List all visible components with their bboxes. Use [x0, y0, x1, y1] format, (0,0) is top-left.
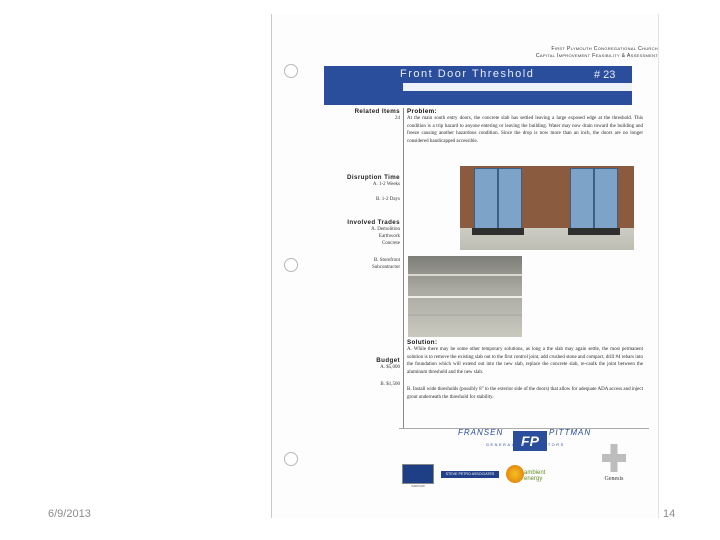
column-divider	[403, 108, 404, 428]
genesis-text: Genesis	[604, 476, 624, 482]
fp-logo: FP	[513, 431, 547, 451]
involved-trades-label: Involved Trades	[347, 219, 400, 226]
threshold-closeup-photo	[408, 256, 522, 337]
solution-text-b: B. Install wide thresholds (possibly 8" to the exterior side of the doors) that allow for adequate ADA access and inject grout underneath the threshold for stability.	[407, 387, 643, 400]
trades-a3: Concrete	[381, 241, 400, 246]
budget-b: B. $1,500	[380, 382, 400, 387]
fransen-wordmark: FRANSEN	[458, 428, 504, 437]
sun-icon	[506, 465, 524, 483]
budget-a: A. $5,000	[380, 365, 400, 370]
slide-date: 6/9/2013	[48, 508, 91, 520]
disruption-time-label: Disruption Time	[347, 174, 400, 181]
problem-heading: Problem:	[407, 108, 438, 115]
steve-petro-logo: STEVE PETRO ASSOCIATES	[441, 471, 499, 478]
trades-b1: B. Storefront	[373, 258, 400, 263]
solution-heading: Solution:	[407, 339, 438, 346]
solution-text-a: A. While there may be some other temporary solutions, as long a the slab may again settle, the most permanent solution is to remove the existing slab out to the first control joint, add crushed stone and compact, drill #4 rebars into the foundation which will extend out into the new slab, replace the concrete slab, re-caulk the joint between the aluminum threshold and the new slab.	[407, 347, 643, 375]
genesis-logo	[598, 444, 630, 490]
logo-divider	[399, 428, 649, 429]
genesis-mark-icon	[602, 444, 626, 472]
doc-header-line1: First Plymouth Congregational Church	[551, 46, 658, 52]
disruption-b: B. 1-2 Days	[375, 197, 400, 202]
general-contractors-text: GENERAL CONTRACTORS	[486, 443, 565, 447]
trades-b2: Subcontractor	[371, 265, 400, 270]
disruption-a: A. 1-2 Weeks	[372, 182, 400, 187]
entry-doors-photo	[460, 166, 634, 250]
sarchw-logo	[402, 464, 434, 488]
ambient-energy-text: ambient energy	[524, 470, 546, 482]
sarchw-text: SARCHW	[411, 484, 425, 488]
problem-text: At the main south entry doors, the concrete slab has settled leaving a large exposed edge at the threshold. This condition is a trip hazard to anyone entering or leaving the building. Water may now drain toward the building and freeze causing another hazardous condition. Since the drop is now more than an inch, the doors are no longer considered handicapped accessible.	[407, 116, 643, 144]
related-items-value: 24	[395, 116, 400, 121]
trades-a2: Earthwork	[378, 234, 400, 239]
binder-hole	[284, 64, 298, 78]
pittman-wordmark: PITTMAN	[549, 428, 592, 437]
trades-a1: A. Demolition	[371, 227, 400, 232]
ambient-energy-logo	[504, 462, 564, 488]
scanned-document-page	[271, 14, 659, 518]
binder-hole	[284, 452, 298, 466]
budget-label: Budget	[376, 357, 400, 364]
doc-header-line2: Capital Improvement Feasibility & Assessment	[535, 53, 658, 59]
banner-strip	[403, 83, 632, 91]
binder-hole	[284, 258, 298, 272]
slide-page-number: 14	[663, 508, 676, 520]
banner-title: Front Door Threshold	[400, 68, 535, 80]
related-items-label: Related Items	[354, 108, 400, 115]
banner-number: # 23	[594, 69, 616, 81]
